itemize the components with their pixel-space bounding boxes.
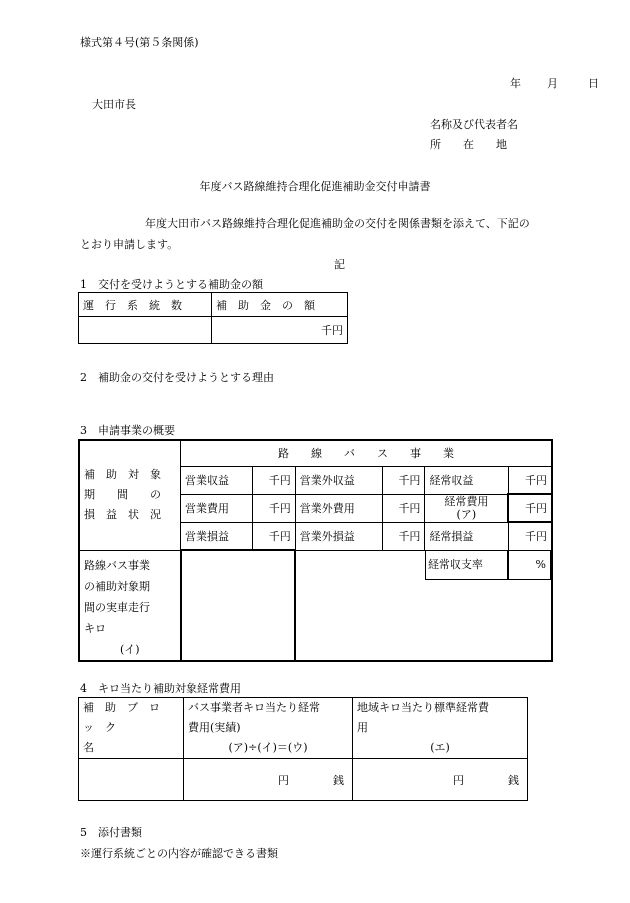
non-operating-revenue-value: 千円 (383, 466, 425, 494)
actual-cost-value: 円 銭 (184, 759, 353, 801)
form-number: 様式第４号(第５条関係) (80, 36, 199, 49)
ordinary-revenue-label: 経常収益 (425, 466, 508, 494)
route-count-value (79, 317, 212, 344)
date-year: 年 (510, 77, 521, 90)
subsidy-amount-header: 補 助 金 の 額 (216, 298, 315, 312)
block-label-cell (79, 698, 184, 759)
section3-heading: 3 申請事業の概要 (80, 424, 175, 437)
section5-heading: 5 添付書類 (80, 826, 142, 839)
body-text-line1: 年度大田市バス路線維持合理化促進補助金の交付を関係書類を添えて、下記の (145, 217, 530, 230)
attachment-note: ※運行系統ごとの内容が確認できる書類 (80, 847, 278, 860)
date-month: 月 (547, 77, 558, 90)
subsidy-amount-table (78, 292, 348, 344)
ratio-label-cell (425, 550, 508, 661)
row-label-2: 期 間 の (84, 488, 161, 502)
operating-expense-label: 営業費用 (181, 494, 253, 522)
standard-cost-header: 地域キロ当たり標準経常費 用 (エ) (353, 698, 528, 759)
operating-revenue-value: 千円 (253, 466, 295, 494)
route-bus-business-header: 路 線 バ ス 事 業 (181, 440, 553, 466)
date-day: 日 (588, 77, 599, 90)
ordinary-balance-ratio-value: % (508, 551, 551, 580)
km-label-1: 路線バス事業 (84, 558, 150, 572)
km-label-4: キロ (84, 621, 106, 635)
row-label-3: 損 益 状 況 (84, 508, 161, 522)
ki-heading: 記 (334, 258, 345, 271)
ordinary-profit-value: 千円 (508, 522, 552, 550)
km-label-2: の補助対象期 (84, 579, 150, 593)
block-name-value (79, 759, 184, 801)
km-value (181, 550, 296, 661)
document-title: 年度バス路線維持合理化促進補助金交付申請書 (199, 180, 431, 193)
addressee: 大田市長 (92, 98, 136, 111)
block-label-1: 補 助 ブ ロ ッ ク (83, 701, 171, 734)
applicant-name-label: 名称及び代表者名 (430, 118, 518, 131)
ordinary-profit-label: 経常損益 (425, 522, 508, 550)
ratio-value-cell (508, 550, 552, 661)
section4-heading: 4 キロ当たり補助対象経常費用 (80, 682, 241, 695)
body-text-line2: とおり申請します。 (80, 238, 179, 251)
km-label-cell (79, 550, 181, 661)
ordinary-balance-ratio-label: 経常収支率 (425, 551, 508, 580)
ordinary-revenue-value: 千円 (508, 466, 552, 494)
section1-heading: 1 交付を受けようとする補助金の額 (80, 278, 263, 291)
non-operating-expense-value: 千円 (383, 494, 425, 522)
section2-heading: 2 補助金の交付を受けようとする理由 (80, 371, 274, 384)
operating-profit-value: 千円 (253, 522, 295, 550)
route-count-header: 運 行 系 統 数 (83, 298, 182, 312)
block-label-2: 名 (83, 741, 94, 754)
km-label-3: 間の実車走行 (84, 600, 150, 614)
business-overview-table (78, 439, 553, 662)
ordinary-expense-value: 千円 (508, 494, 552, 522)
ordinary-expense-label: 経常費用 (ア) (425, 494, 508, 522)
non-operating-revenue-label: 営業外収益 (295, 466, 382, 494)
applicant-address-label: 所 在 地 (430, 138, 507, 151)
operating-revenue-label: 営業収益 (181, 466, 253, 494)
non-operating-expense-label: 営業外費用 (295, 494, 382, 522)
subsidy-amount-value: 千円 (212, 317, 348, 344)
non-operating-profit-label: 営業外損益 (295, 522, 382, 550)
km-note: (イ) (119, 642, 140, 656)
cost-per-km-table (78, 697, 528, 801)
actual-cost-header: バス事業者キロ当たり経常 費用(実績) (ア)÷(イ)＝(ウ) (184, 698, 353, 759)
operating-profit-label: 営業損益 (181, 522, 253, 550)
non-operating-profit-value: 千円 (383, 522, 425, 550)
standard-cost-value: 円 銭 (353, 759, 528, 801)
row-label-1: 補 助 対 象 (84, 468, 161, 482)
operating-expense-value: 千円 (253, 494, 295, 522)
